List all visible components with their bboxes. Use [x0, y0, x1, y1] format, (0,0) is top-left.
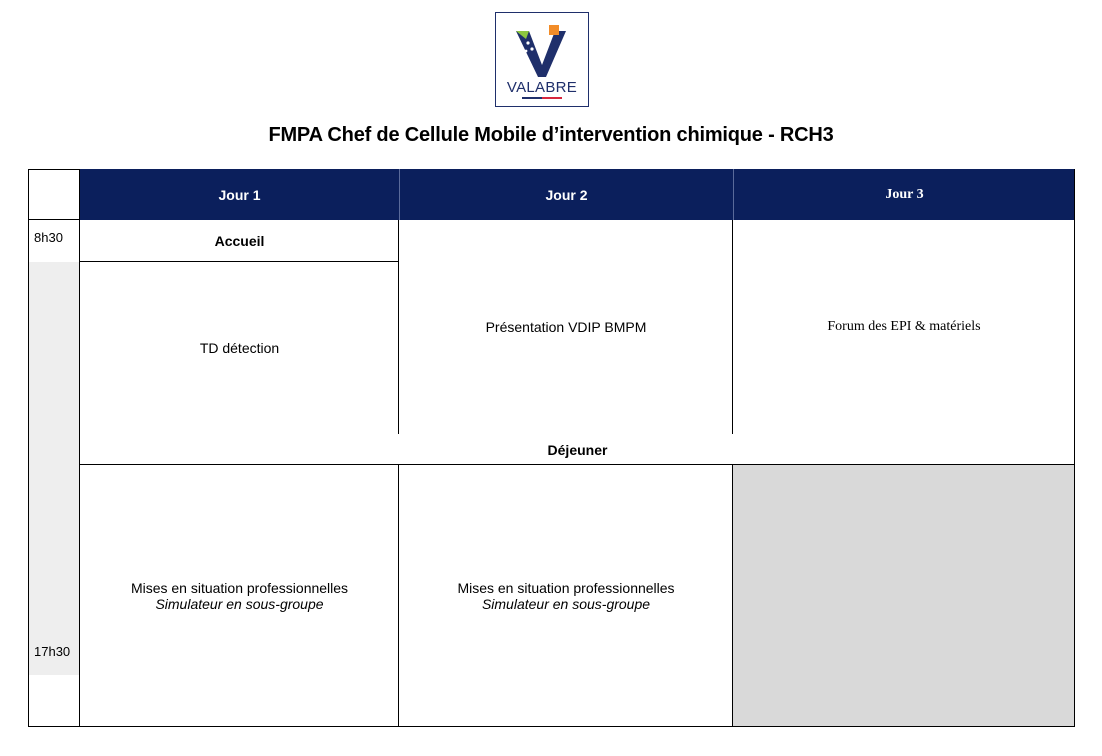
day2-morning — [399, 220, 733, 434]
lunch-row — [80, 434, 1075, 465]
day3-afternoon-empty — [733, 465, 1075, 727]
day2-afternoon — [399, 465, 733, 727]
day1-afternoon-line2: Simulateur en sous-groupe — [155, 596, 324, 612]
logo-text: VALABRE — [506, 79, 578, 96]
grid-line — [732, 220, 733, 434]
grid-line — [79, 169, 80, 727]
day1-accueil — [80, 220, 399, 262]
day1-afternoon — [80, 465, 399, 727]
day2-morning-text: Présentation VDIP BMPM — [485, 319, 647, 335]
day3-morning-text: Forum des EPI & matériels — [827, 319, 981, 334]
time-column-bottom-white — [28, 675, 80, 727]
grid-line — [732, 465, 733, 727]
grid-line — [28, 219, 80, 220]
header-jour-1: Jour 1 — [80, 169, 399, 220]
corner-cell — [28, 169, 80, 220]
day1-td-detection — [80, 262, 399, 434]
grid-line — [80, 261, 399, 262]
grid-line — [28, 169, 29, 727]
day2-afternoon-line2: Simulateur en sous-groupe — [481, 596, 651, 612]
grid-line — [1074, 169, 1075, 727]
day1-accueil-text: Accueil — [214, 233, 265, 249]
day1-afternoon-line1: Mises en situation professionnelles — [130, 580, 349, 596]
page-title: FMPA Chef de Cellule Mobile d’intervention chimique - RCH3 — [268, 124, 834, 146]
valabre-logo — [495, 12, 589, 107]
day3-morning — [733, 220, 1075, 434]
grid-line — [80, 464, 1075, 465]
day2-afternoon-line1: Mises en situation professionnelles — [457, 580, 675, 596]
time-end: 17h30 — [34, 644, 71, 659]
header-jour-2: Jour 2 — [399, 169, 733, 220]
time-start: 8h30 — [34, 230, 63, 245]
grid-line — [398, 220, 399, 434]
day1-td-text: TD détection — [199, 340, 280, 356]
header-jour-3: Jour 3 — [733, 169, 1075, 220]
grid-line — [398, 465, 399, 727]
lunch-text: Déjeuner — [547, 441, 608, 458]
grid-line — [28, 726, 1075, 727]
